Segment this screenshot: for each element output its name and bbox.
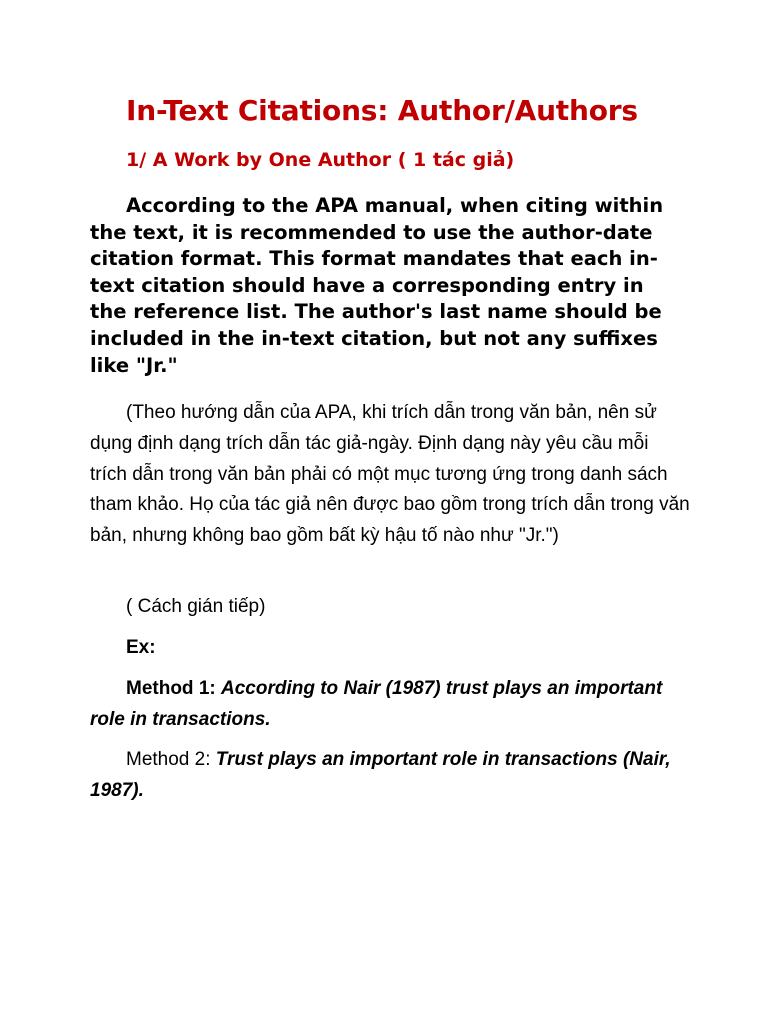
citation-type-note: ( Cách gián tiếp)	[126, 596, 266, 617]
method-1-text: According to Nair (1987) trust plays an important role in transactions.	[90, 678, 663, 730]
example-label: Ex:	[126, 637, 156, 658]
method-2-text: Trust plays an important role in transactions (Nair, 1987).	[90, 749, 671, 801]
method-1-label: Method 1:	[126, 678, 221, 699]
method-2	[90, 745, 690, 807]
method-2-label: Method 2:	[126, 749, 216, 770]
section-subtitle: 1/ A Work by One Author ( 1 tác giả)	[126, 149, 515, 171]
method-1	[90, 674, 690, 736]
document-title: In-Text Citations: Author/Authors	[126, 94, 638, 127]
english-paragraph: According to the APA manual, when citing within the text, it is recommended to use the author-date citation format. This format mandates that each in-text citation should have a corresponding entry in the reference list. The author's last name should be included in the in-text citation, but not any suffixes like "Jr."	[90, 194, 664, 377]
vietnamese-paragraph: (Theo hướng dẫn của APA, khi trích dẫn trong văn bản, nên sử dụng định dạng trích dẫn tác giả-ngày. Định dạng này yêu cầu mỗi trích dẫn trong văn bản phải có một mục tương ứng trong danh sách tham khảo. Họ của tác giả nên được bao gồm trong trích dẫn trong văn bản, nhưng không bao gồm bất kỳ hậu tố nào như "Jr.")	[90, 402, 690, 547]
